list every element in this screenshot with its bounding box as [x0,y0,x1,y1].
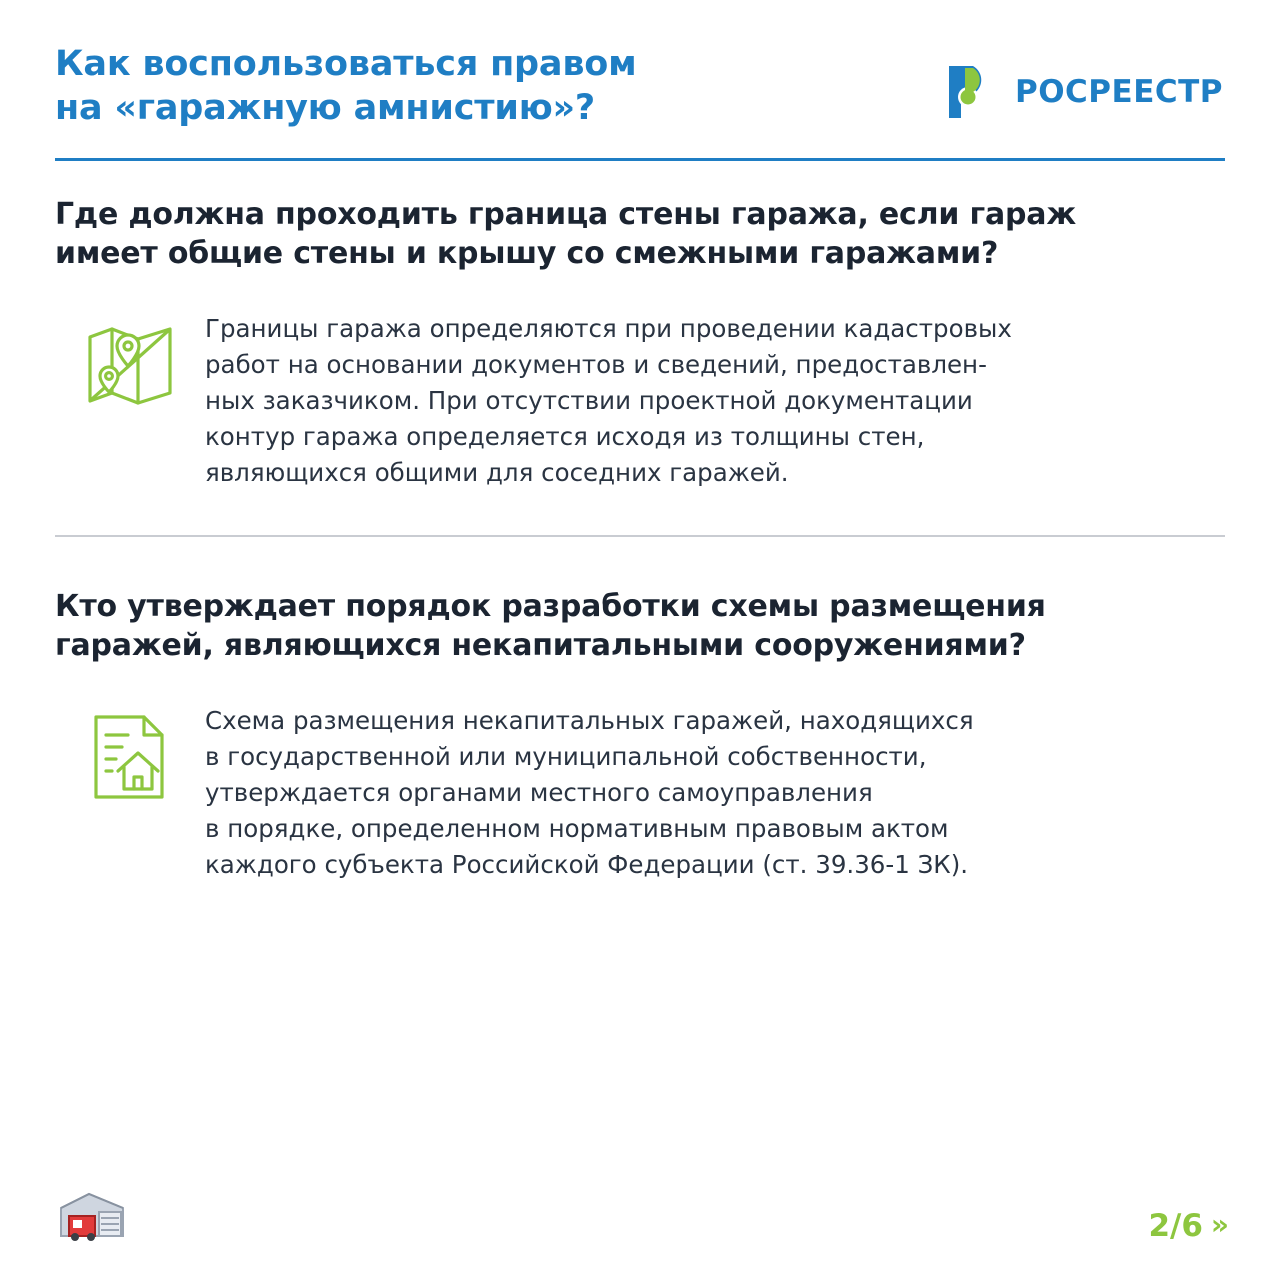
next-page-chevron-icon[interactable]: » [1210,1208,1225,1241]
garage-car-icon [55,1182,129,1244]
map-pins-icon [82,317,178,417]
section-scheme-approval [55,537,1225,883]
section-2-text-line-1: Схема размещения некапитальных гаражей, находящихся [205,706,974,736]
section-1-text-line-2: работ на основании документов и сведений, предоставлен- [205,350,987,380]
section-garage-boundary [55,161,1225,491]
brand-name: РОСРЕЕСТР [1014,74,1223,110]
page-number: 2/6 [1148,1208,1203,1244]
section-2-heading-line-3: сооружениями? [754,628,1026,664]
section-1-icon-wrap [55,311,205,417]
page-indicator [1148,1208,1225,1244]
brand-logo [943,42,1225,120]
section-1-text [205,311,1012,491]
section-2-text [205,703,974,883]
section-1-heading-line-2: гараж имеет общие стены и крышу со смежными [55,197,1076,272]
page-header [55,0,1225,130]
section-2-body [55,703,1225,883]
section-2-text-line-4: в порядке, определенном нормативным правовым актом [205,814,949,844]
section-1-text-line-1: Границы гаража определяются при проведении кадастровых [205,314,1012,344]
section-1-text-line-5: являющихся общими для соседних гаражей. [205,458,789,488]
section-1-heading-line-3: гаражами? [809,236,999,272]
section-2-heading-line-1: Кто утверждает порядок разработки схемы [55,589,819,625]
section-1-body [55,311,1225,491]
page-title-line-1: Как воспользоваться правом [55,44,637,84]
section-2-text-line-2: в государственной или муниципальной собственности, [205,742,927,772]
section-2-text-line-3: утверждается органами местного самоуправления [205,778,873,808]
section-2-icon-wrap [55,703,205,809]
section-1-heading-line-1: Где должна проходить граница стены гаража, если [55,197,960,233]
page-footer [55,1182,1225,1244]
section-1-text-line-3: ных заказчиком. При отсутствии проектной документации [205,386,973,416]
section-2-heading-line-2: размещения гаражей, являющихся некапитальными [55,589,1046,664]
section-1-heading [55,195,1145,273]
page-title [55,42,637,130]
section-2-heading [55,587,1145,665]
rosreestr-logo-icon [943,64,999,120]
section-2-text-line-5: каждого субъекта Российской Федерации (ст. 39.36-1 ЗК). [205,850,969,880]
page-title-line-2: на «гаражную амнистию»? [55,88,596,129]
document-house-icon [82,709,178,809]
section-1-text-line-4: контур гаража определяется исходя из толщины стен, [205,422,925,452]
